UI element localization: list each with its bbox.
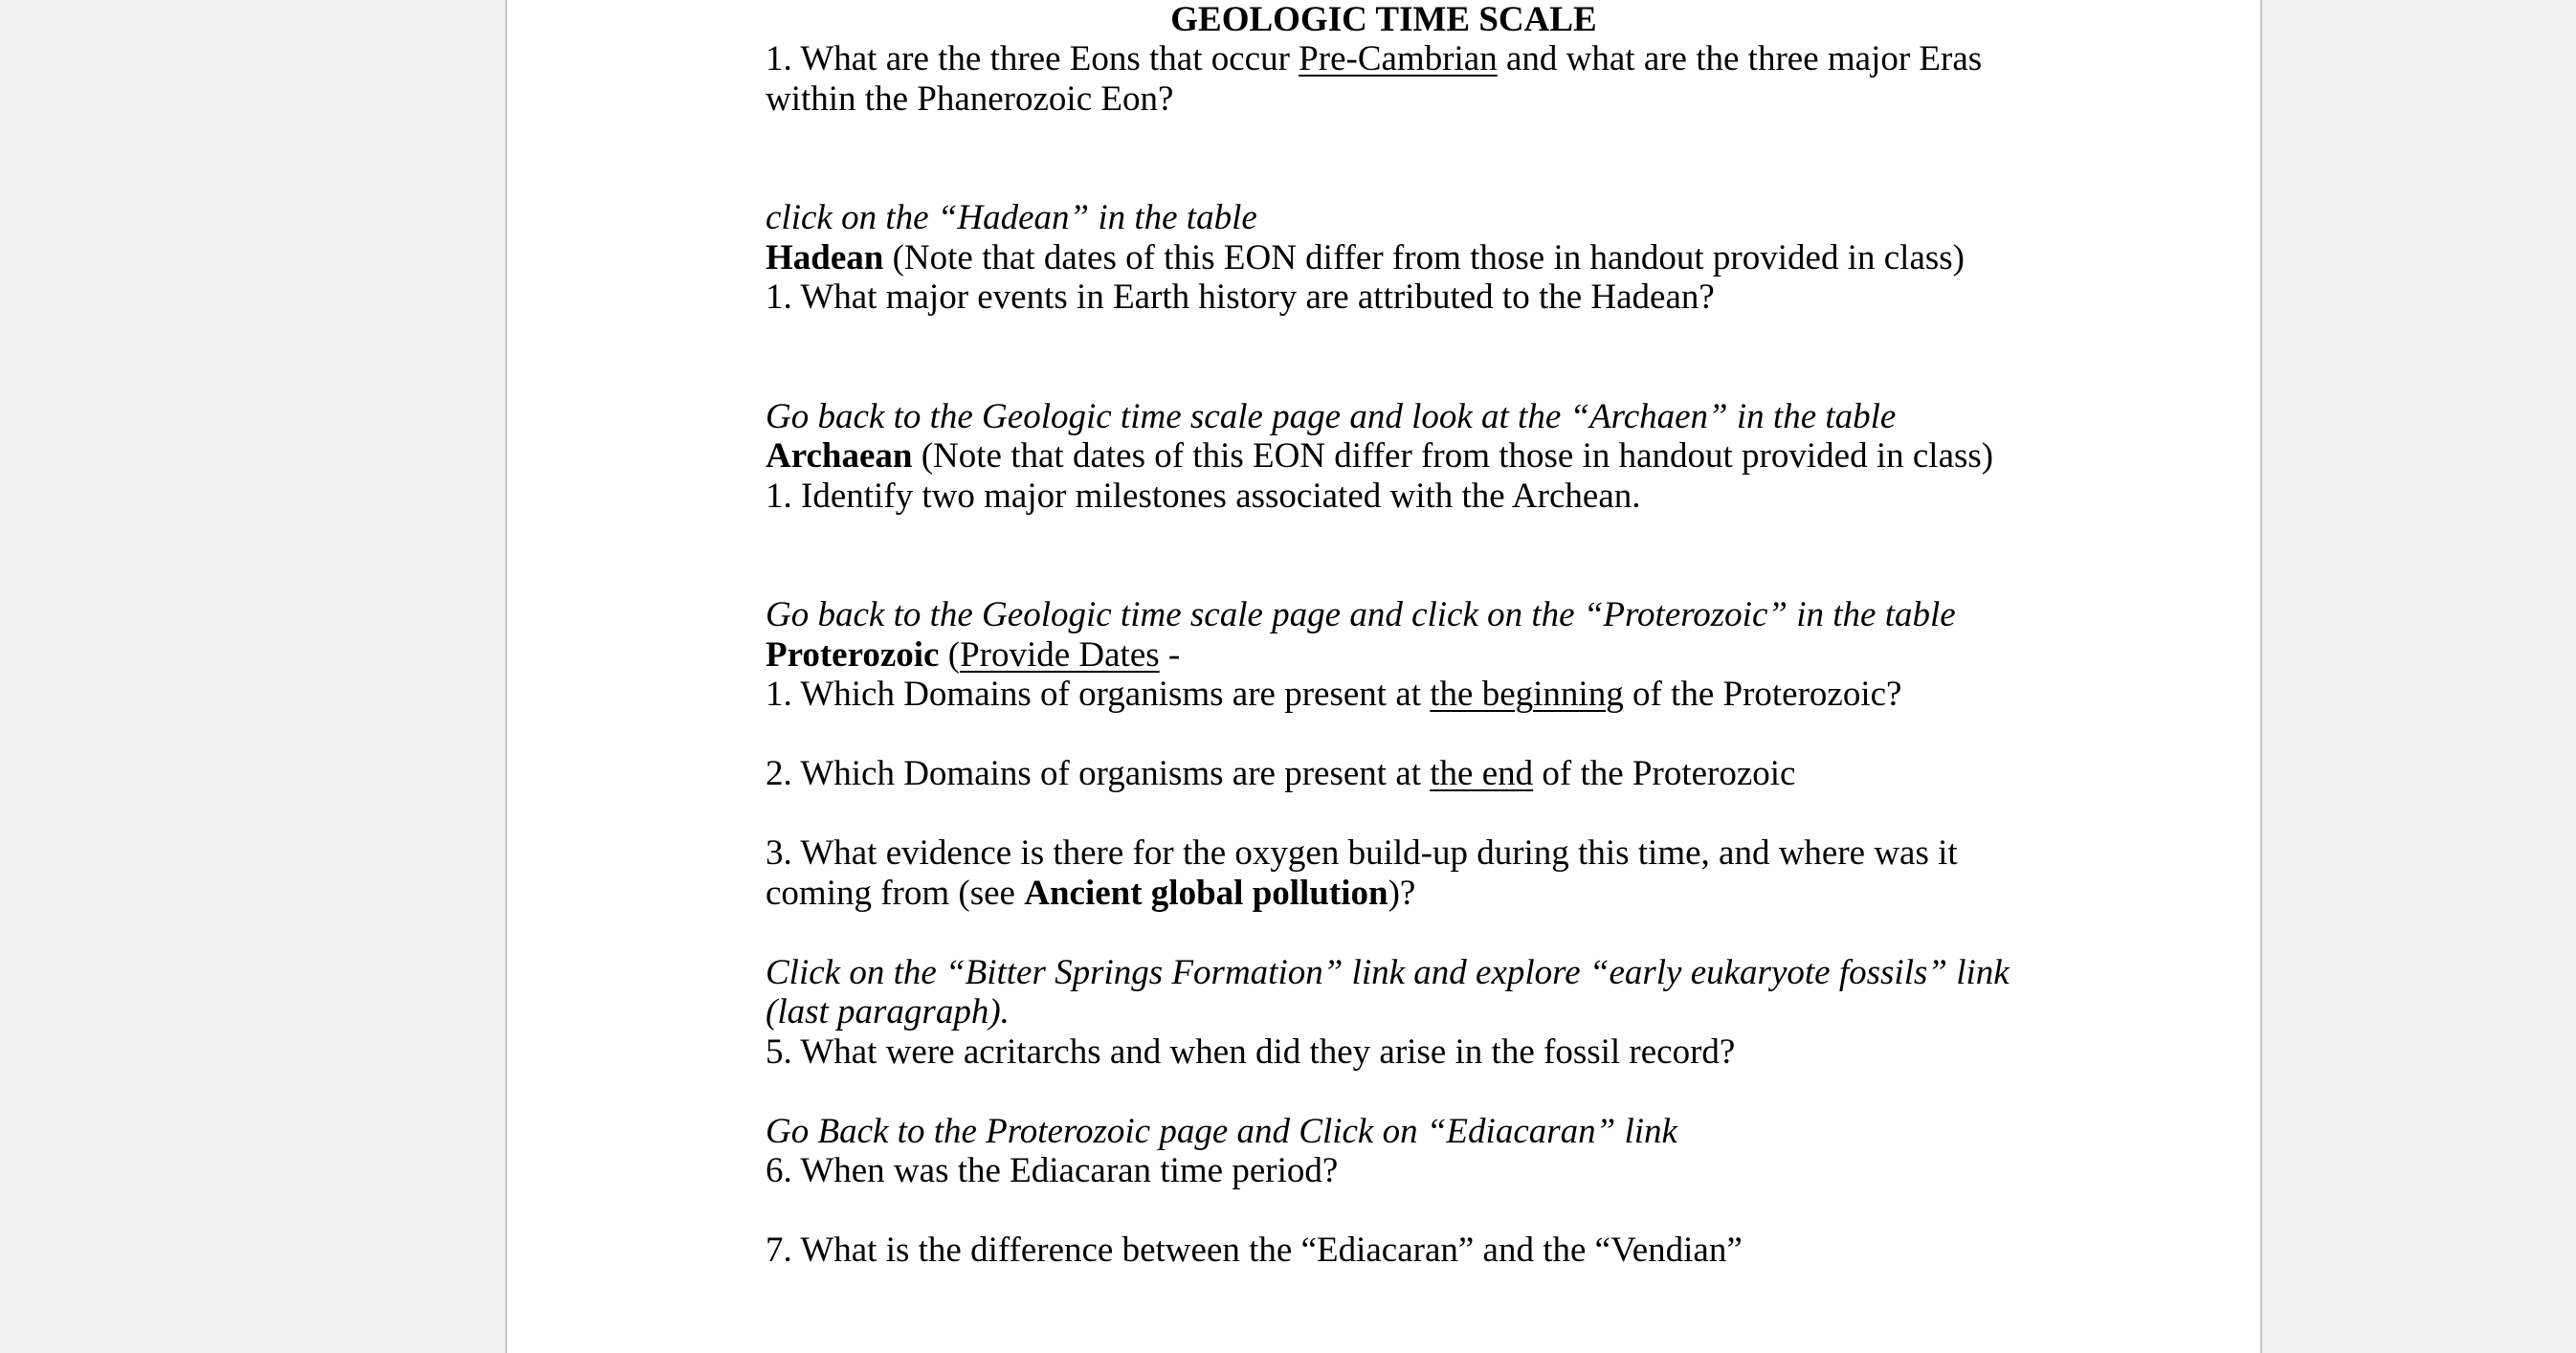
proterozoic-question-7: 7. What is the difference between the “Ediacaran” and the “Vendian” <box>766 1231 1743 1270</box>
proterozoic-question-2: 2. Which Domains of organisms are present at the end of the Proterozoic <box>766 754 1796 793</box>
intro-question-line-1: 1. What are the three Eons that occur Pre-Cambrian and what are the three major Eras <box>766 39 1983 78</box>
hadean-question-1: 1. What major events in Earth history are attributed to the Hadean? <box>766 277 1715 317</box>
proterozoic-heading: Proterozoic (Provide Dates - <box>766 634 1181 675</box>
document-body <box>766 39 2105 1271</box>
proterozoic-instruction: Go back to the Geologic time scale page and click on the “Proterozoic” in the table <box>766 595 1956 634</box>
intro-question-line-2: within the Phanerozoic Eon? <box>766 78 1174 119</box>
bitter-springs-instruction-line-1: Click on the “Bitter Springs Formation” link and explore “early eukaryote fossils” link <box>766 952 2010 992</box>
proterozoic-question-6: 6. When was the Ediacaran time period? <box>766 1151 1339 1190</box>
document-page <box>505 0 2262 1353</box>
hadean-instruction: click on the “Hadean” in the table <box>766 198 1257 237</box>
archaean-heading: Archaean (Note that dates of this EON differ from those in handout provided in class) <box>766 436 1994 476</box>
pre-cambrian-underlined: Pre-Cambrian <box>1299 39 1498 78</box>
proterozoic-question-3-line-2: coming from (see Ancient global pollution)? <box>766 873 1416 913</box>
page-title: GEOLOGIC TIME SCALE <box>1170 0 1597 39</box>
hadean-heading: Hadean (Note that dates of this EON differ from those in handout provided in class) <box>766 237 1965 277</box>
proterozoic-question-1: 1. Which Domains of organisms are present at the beginning of the Proterozoic? <box>766 675 1902 714</box>
proterozoic-question-3-line-1: 3. What evidence is there for the oxygen build-up during this time, and where was it <box>766 833 1958 873</box>
ediacaran-instruction: Go Back to the Proterozoic page and Click on “Ediacaran” link <box>766 1111 1677 1151</box>
archaean-question-1: 1. Identify two major milestones associated with the Archean. <box>766 476 1641 516</box>
bitter-springs-instruction-line-2: (last paragraph). <box>766 992 1010 1031</box>
archaean-instruction: Go back to the Geologic time scale page and look at the “Archaen” in the table <box>766 396 1897 436</box>
proterozoic-question-5: 5. What were acritarchs and when did they arise in the fossil record? <box>766 1031 1736 1072</box>
provide-dates-underlined: Provide Dates <box>960 634 1160 675</box>
